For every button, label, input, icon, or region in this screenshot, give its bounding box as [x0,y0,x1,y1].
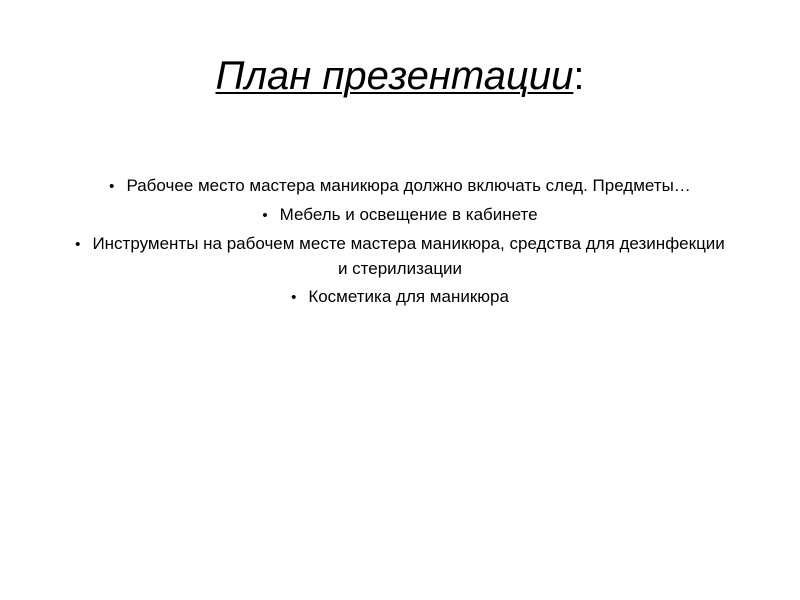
bullet-icon: • [75,236,81,253]
slide-title-colon: : [573,54,585,98]
bullet-text: Инструменты на рабочем месте мастера маникюра, средства для дезинфекции и стерилизации [92,234,725,278]
list-item [70,174,730,199]
slide-title [0,50,800,102]
list-item [70,232,730,281]
bullet-text: Мебель и освещение в кабинете [279,205,538,224]
list-item [70,285,730,310]
bullet-icon: • [109,178,115,195]
slide-title-text: План презентации [215,54,574,98]
list-item [70,203,730,228]
bullet-text: Косметика для маникюра [308,287,509,306]
bullet-text: Рабочее место мастера маникюра должно включать след. Предметы… [126,176,691,195]
bullet-list [70,174,730,314]
bullet-icon: • [291,289,297,306]
bullet-icon: • [262,207,268,224]
